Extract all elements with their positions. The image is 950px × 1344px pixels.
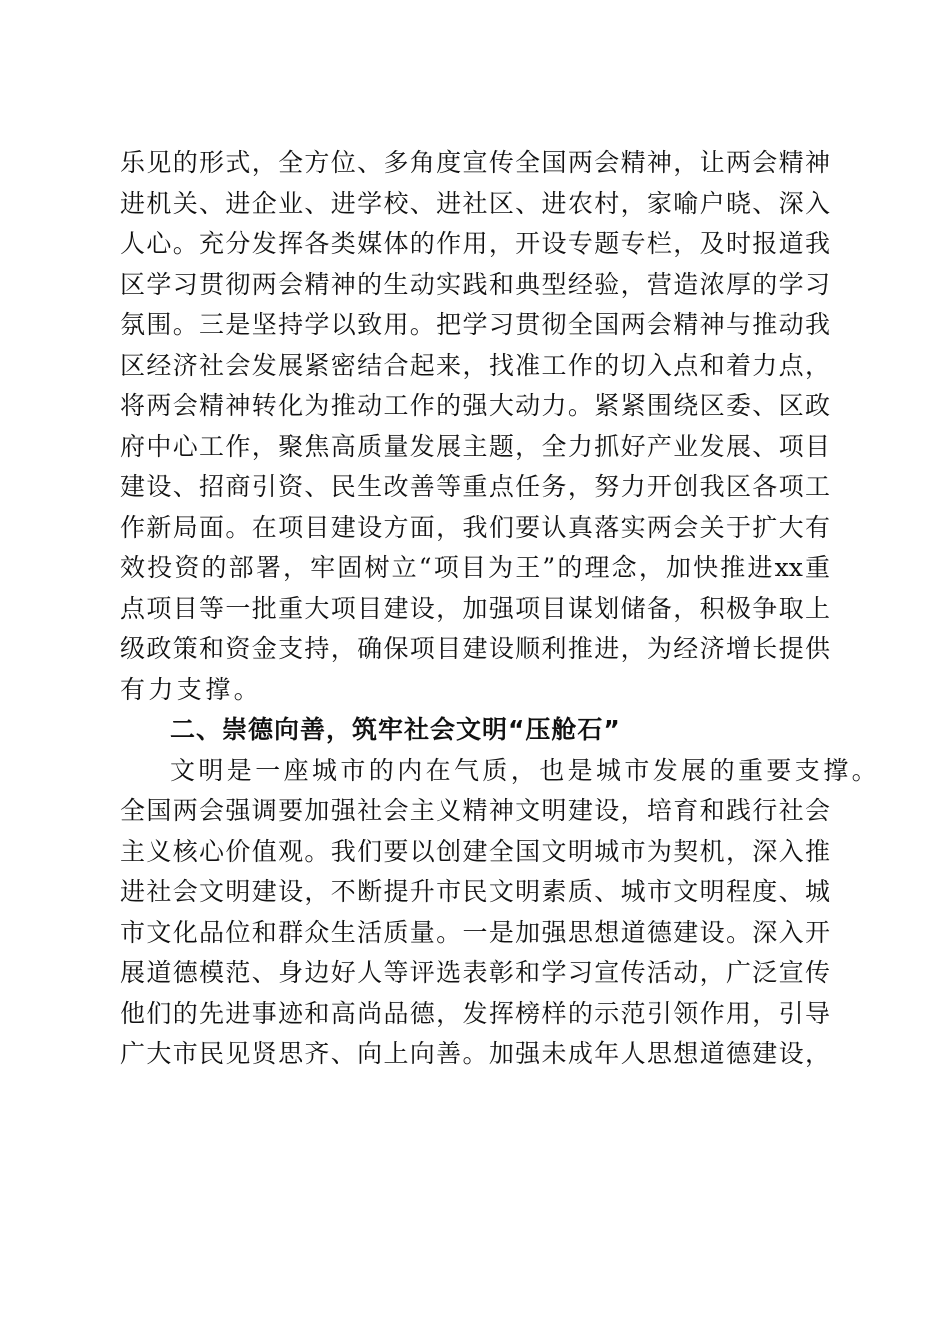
text-line: 作新局面。在项目建设方面，我们要认真落实两会关于扩大有: [120, 512, 830, 542]
text-line: 建设、招商引资、民生改善等重点任务，努力开创我区各项工: [120, 472, 830, 501]
text-line: 府中心工作，聚焦高质量发展主题，全力抓好产业发展、项目: [120, 431, 830, 461]
paragraph-first-line: 文明是一座城市的内在气质，也是城市发展的重要支撑。: [170, 755, 881, 785]
text-line: 效投资的部署，牢固树立“项目为王”的理念，加快推进xx重: [120, 553, 830, 582]
text-line: 他们的先进事迹和高尚品德，发挥榜样的示范引领作用，引导: [120, 998, 830, 1028]
text-line: 有力支撑。: [120, 674, 263, 704]
text-line: 进社会文明建设，不断提升市民文明素质、城市文明程度、城: [120, 877, 830, 906]
text-line: 将两会精神转化为推动工作的强大动力。紧紧围绕区委、区政: [120, 391, 830, 420]
text-line: 人心。充分发挥各类媒体的作用，开设专题专栏，及时报道我: [120, 229, 830, 258]
text-line: 区学习贯彻两会精神的生动实践和典型经验，营造浓厚的学习: [120, 269, 830, 299]
text-line: 级政策和资金支持，确保项目建设顺利推进，为经济增长提供: [120, 634, 830, 663]
text-line: 广大市民见贤思齐、向上向善。加强未成年人思想道德建设，: [120, 1039, 830, 1068]
text-line: 乐见的形式，全方位、多角度宣传全国两会精神，让两会精神: [120, 148, 830, 177]
text-line: 区经济社会发展紧密结合起来，找准工作的切入点和着力点，: [120, 350, 830, 380]
text-line: 主义核心价值观。我们要以创建全国文明城市为契机，深入推: [120, 836, 830, 866]
text-line: 市文化品位和群众生活质量。一是加强思想道德建设。深入开: [120, 917, 830, 947]
body-text: [120, 143, 881, 1075]
text-line: 进机关、进企业、进学校、进社区、进农村，家喻户晓、深入: [120, 188, 830, 218]
text-line: 全国两会强调要加强社会主义精神文明建设，培育和践行社会: [120, 796, 830, 825]
text-line: 展道德模范、身边好人等评选表彰和学习宣传活动，广泛宣传: [120, 958, 830, 987]
text-line: 氛围。三是坚持学以致用。把学习贯彻全国两会精神与推动我: [120, 310, 830, 339]
text-line: 点项目等一批重大项目建设，加强项目谋划储备，积极争取上: [120, 593, 830, 623]
section-heading: 二、崇德向善，筑牢社会文明“压舱石”: [170, 715, 621, 744]
